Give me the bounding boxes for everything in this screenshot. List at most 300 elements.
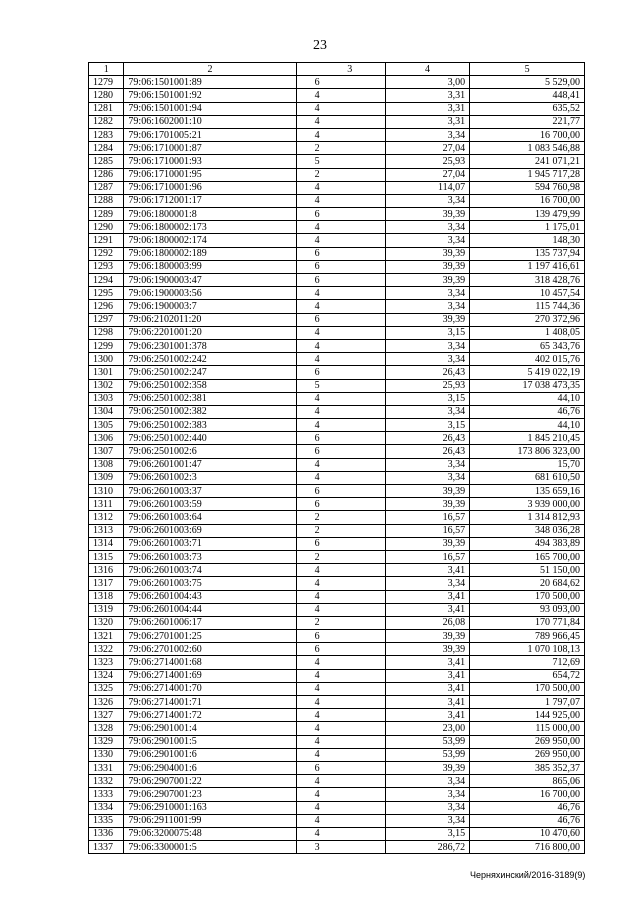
cadastral-value-cell: 165 700,00: [470, 550, 585, 563]
row-number-cell: 1293: [89, 260, 124, 273]
row-number-cell: 1294: [89, 274, 124, 287]
group-code-cell: 6: [296, 537, 385, 550]
row-number-cell: 1322: [89, 643, 124, 656]
specific-value-cell: 3,41: [385, 656, 469, 669]
group-code-cell: 4: [296, 419, 385, 432]
cadastral-value-cell: 635,52: [470, 102, 585, 115]
table-row: [89, 485, 585, 498]
table-row: [89, 709, 585, 722]
group-code-cell: 4: [296, 194, 385, 207]
specific-value-cell: 39,39: [385, 537, 469, 550]
specific-value-cell: 16,57: [385, 524, 469, 537]
row-number-cell: 1286: [89, 168, 124, 181]
header-col-4: 4: [385, 63, 469, 76]
cadastral-value-cell: 1 197 416,61: [470, 260, 585, 273]
cadastral-number-cell: 79:06:1501001:89: [124, 76, 296, 89]
cadastral-number-cell: 79:06:1800003:99: [124, 260, 296, 273]
group-code-cell: 4: [296, 392, 385, 405]
row-number-cell: 1299: [89, 339, 124, 352]
cadastral-number-cell: 79:06:2102011:20: [124, 313, 296, 326]
cadastral-value-cell: 385 352,37: [470, 761, 585, 774]
cadastral-value-cell: 1 175,01: [470, 221, 585, 234]
specific-value-cell: 114,07: [385, 181, 469, 194]
specific-value-cell: 3,34: [385, 788, 469, 801]
cadastral-value-cell: 318 428,76: [470, 274, 585, 287]
specific-value-cell: 3,34: [385, 471, 469, 484]
cadastral-number-cell: 79:06:2601003:71: [124, 537, 296, 550]
cadastral-number-cell: 79:06:2907001:22: [124, 775, 296, 788]
table-row: [89, 379, 585, 392]
specific-value-cell: 3,31: [385, 89, 469, 102]
group-code-cell: 6: [296, 366, 385, 379]
table-row: [89, 564, 585, 577]
row-number-cell: 1303: [89, 392, 124, 405]
cadastral-value-cell: 20 684,62: [470, 577, 585, 590]
cadastral-number-cell: 79:06:2701002:60: [124, 643, 296, 656]
cadastral-value-table: [88, 62, 585, 854]
cadastral-number-cell: 79:06:2601003:64: [124, 511, 296, 524]
row-number-cell: 1290: [89, 221, 124, 234]
row-number-cell: 1284: [89, 142, 124, 155]
cadastral-value-cell: 1 083 546,88: [470, 142, 585, 155]
group-code-cell: 2: [296, 550, 385, 563]
row-number-cell: 1281: [89, 102, 124, 115]
specific-value-cell: 39,39: [385, 313, 469, 326]
specific-value-cell: 3,34: [385, 814, 469, 827]
specific-value-cell: 39,39: [385, 761, 469, 774]
row-number-cell: 1327: [89, 709, 124, 722]
cadastral-value-cell: 173 806 323,00: [470, 445, 585, 458]
row-number-cell: 1306: [89, 432, 124, 445]
cadastral-number-cell: 79:06:2501002:383: [124, 419, 296, 432]
row-number-cell: 1289: [89, 208, 124, 221]
specific-value-cell: 3,34: [385, 775, 469, 788]
cadastral-number-cell: 79:06:2501002:358: [124, 379, 296, 392]
table-row: [89, 194, 585, 207]
table-row: [89, 590, 585, 603]
header-col-5: 5: [470, 63, 585, 76]
cadastral-value-cell: 16 700,00: [470, 788, 585, 801]
group-code-cell: 4: [296, 788, 385, 801]
group-code-cell: 4: [296, 722, 385, 735]
specific-value-cell: 3,34: [385, 339, 469, 352]
specific-value-cell: 3,00: [385, 76, 469, 89]
specific-value-cell: 3,34: [385, 128, 469, 141]
group-code-cell: 6: [296, 313, 385, 326]
table-row: [89, 234, 585, 247]
cadastral-number-cell: 79:06:2601002:3: [124, 471, 296, 484]
cadastral-value-cell: 115 000,00: [470, 722, 585, 735]
cadastral-number-cell: 79:06:2714001:70: [124, 682, 296, 695]
table-row: [89, 682, 585, 695]
specific-value-cell: 27,04: [385, 142, 469, 155]
group-code-cell: 4: [296, 128, 385, 141]
cadastral-number-cell: 79:06:3200075:48: [124, 827, 296, 840]
cadastral-number-cell: 79:06:2714001:72: [124, 709, 296, 722]
row-number-cell: 1310: [89, 485, 124, 498]
specific-value-cell: 3,41: [385, 709, 469, 722]
specific-value-cell: 39,39: [385, 498, 469, 511]
cadastral-value-cell: 716 800,00: [470, 841, 585, 854]
row-number-cell: 1288: [89, 194, 124, 207]
row-number-cell: 1330: [89, 748, 124, 761]
specific-value-cell: 3,34: [385, 801, 469, 814]
table-row: [89, 735, 585, 748]
row-number-cell: 1292: [89, 247, 124, 260]
group-code-cell: 4: [296, 709, 385, 722]
table-row: [89, 221, 585, 234]
group-code-cell: 6: [296, 274, 385, 287]
specific-value-cell: 3,34: [385, 300, 469, 313]
row-number-cell: 1282: [89, 115, 124, 128]
table-row: [89, 827, 585, 840]
cadastral-number-cell: 79:06:1800001:8: [124, 208, 296, 221]
cadastral-number-cell: 79:06:2907001:23: [124, 788, 296, 801]
group-code-cell: 4: [296, 827, 385, 840]
cadastral-number-cell: 79:06:2601003:74: [124, 564, 296, 577]
group-code-cell: 5: [296, 155, 385, 168]
table-row: [89, 287, 585, 300]
row-number-cell: 1298: [89, 326, 124, 339]
cadastral-number-cell: 79:06:2501002:440: [124, 432, 296, 445]
group-code-cell: 4: [296, 221, 385, 234]
specific-value-cell: 53,99: [385, 735, 469, 748]
cadastral-value-cell: 402 015,76: [470, 353, 585, 366]
group-code-cell: 4: [296, 102, 385, 115]
table-row: [89, 128, 585, 141]
header-col-1: 1: [89, 63, 124, 76]
row-number-cell: 1316: [89, 564, 124, 577]
cadastral-number-cell: 79:06:2901001:4: [124, 722, 296, 735]
table-row: [89, 656, 585, 669]
cadastral-number-cell: 79:06:2501002:381: [124, 392, 296, 405]
cadastral-number-cell: 79:06:1501001:94: [124, 102, 296, 115]
cadastral-number-cell: 79:06:2601006:17: [124, 616, 296, 629]
group-code-cell: 4: [296, 287, 385, 300]
specific-value-cell: 25,93: [385, 155, 469, 168]
cadastral-number-cell: 79:06:1501001:92: [124, 89, 296, 102]
table-row: [89, 419, 585, 432]
cadastral-number-cell: 79:06:2601003:59: [124, 498, 296, 511]
cadastral-value-cell: 270 372,96: [470, 313, 585, 326]
cadastral-number-cell: 79:06:2601004:43: [124, 590, 296, 603]
specific-value-cell: 39,39: [385, 643, 469, 656]
table-row: [89, 616, 585, 629]
cadastral-number-cell: 79:06:2601003:37: [124, 485, 296, 498]
row-number-cell: 1309: [89, 471, 124, 484]
cadastral-value-cell: 269 950,00: [470, 748, 585, 761]
group-code-cell: 4: [296, 735, 385, 748]
specific-value-cell: 3,31: [385, 102, 469, 115]
row-number-cell: 1304: [89, 405, 124, 418]
cadastral-number-cell: 79:06:1800002:174: [124, 234, 296, 247]
table-row: [89, 76, 585, 89]
specific-value-cell: 3,34: [385, 458, 469, 471]
group-code-cell: 2: [296, 524, 385, 537]
specific-value-cell: 3,41: [385, 564, 469, 577]
table-row: [89, 274, 585, 287]
group-code-cell: 4: [296, 814, 385, 827]
cadastral-number-cell: 79:06:2601001:47: [124, 458, 296, 471]
specific-value-cell: 3,41: [385, 669, 469, 682]
specific-value-cell: 25,93: [385, 379, 469, 392]
cadastral-value-cell: 494 383,89: [470, 537, 585, 550]
row-number-cell: 1333: [89, 788, 124, 801]
group-code-cell: 4: [296, 564, 385, 577]
row-number-cell: 1337: [89, 841, 124, 854]
cadastral-number-cell: 79:06:1900003:56: [124, 287, 296, 300]
group-code-cell: 4: [296, 603, 385, 616]
row-number-cell: 1313: [89, 524, 124, 537]
group-code-cell: 4: [296, 115, 385, 128]
cadastral-number-cell: 79:06:1710001:87: [124, 142, 296, 155]
cadastral-number-cell: 79:06:1710001:95: [124, 168, 296, 181]
row-number-cell: 1336: [89, 827, 124, 840]
table-row: [89, 801, 585, 814]
row-number-cell: 1300: [89, 353, 124, 366]
table-header: [89, 63, 585, 76]
row-number-cell: 1312: [89, 511, 124, 524]
table-row: [89, 498, 585, 511]
cadastral-value-cell: 865,06: [470, 775, 585, 788]
cadastral-value-cell: 221,77: [470, 115, 585, 128]
specific-value-cell: 39,39: [385, 208, 469, 221]
cadastral-value-cell: 1 945 717,28: [470, 168, 585, 181]
row-number-cell: 1331: [89, 761, 124, 774]
cadastral-number-cell: 79:06:2601003:75: [124, 577, 296, 590]
group-code-cell: 5: [296, 379, 385, 392]
cadastral-value-cell: 148,30: [470, 234, 585, 247]
cadastral-number-cell: 79:06:3300001:5: [124, 841, 296, 854]
table-row: [89, 748, 585, 761]
header-col-2: 2: [124, 63, 296, 76]
specific-value-cell: 3,41: [385, 603, 469, 616]
specific-value-cell: 3,15: [385, 419, 469, 432]
specific-value-cell: 53,99: [385, 748, 469, 761]
group-code-cell: 4: [296, 669, 385, 682]
table-row: [89, 550, 585, 563]
group-code-cell: 6: [296, 76, 385, 89]
cadastral-value-cell: 93 093,00: [470, 603, 585, 616]
cadastral-number-cell: 79:06:2714001:68: [124, 656, 296, 669]
cadastral-value-cell: 65 343,76: [470, 339, 585, 352]
specific-value-cell: 3,41: [385, 696, 469, 709]
table-row: [89, 326, 585, 339]
specific-value-cell: 3,34: [385, 405, 469, 418]
cadastral-value-cell: 681 610,50: [470, 471, 585, 484]
cadastral-value-cell: 15,70: [470, 458, 585, 471]
row-number-cell: 1287: [89, 181, 124, 194]
table-row: [89, 353, 585, 366]
specific-value-cell: 26,43: [385, 366, 469, 379]
group-code-cell: 4: [296, 234, 385, 247]
table-row: [89, 471, 585, 484]
cadastral-number-cell: 79:06:1900003:7: [124, 300, 296, 313]
cadastral-number-cell: 79:06:1712001:17: [124, 194, 296, 207]
cadastral-value-cell: 139 479,99: [470, 208, 585, 221]
specific-value-cell: 3,34: [385, 287, 469, 300]
specific-value-cell: 39,39: [385, 247, 469, 260]
cadastral-value-cell: 1 845 210,45: [470, 432, 585, 445]
row-number-cell: 1279: [89, 76, 124, 89]
table-row: [89, 669, 585, 682]
group-code-cell: 4: [296, 590, 385, 603]
cadastral-value-cell: 144 925,00: [470, 709, 585, 722]
cadastral-number-cell: 79:06:1602001:10: [124, 115, 296, 128]
specific-value-cell: 23,00: [385, 722, 469, 735]
cadastral-value-cell: 654,72: [470, 669, 585, 682]
specific-value-cell: 39,39: [385, 260, 469, 273]
group-code-cell: 6: [296, 485, 385, 498]
cadastral-number-cell: 79:06:1800002:173: [124, 221, 296, 234]
cadastral-number-cell: 79:06:2601003:73: [124, 550, 296, 563]
header-row: [89, 63, 585, 76]
cadastral-number-cell: 79:06:2501002:242: [124, 353, 296, 366]
cadastral-value-cell: 46,76: [470, 801, 585, 814]
row-number-cell: 1320: [89, 616, 124, 629]
cadastral-value-cell: 135 659,16: [470, 485, 585, 498]
cadastral-number-cell: 79:06:2501002:382: [124, 405, 296, 418]
table-row: [89, 524, 585, 537]
cadastral-value-cell: 3 939 000,00: [470, 498, 585, 511]
specific-value-cell: 3,34: [385, 194, 469, 207]
row-number-cell: 1311: [89, 498, 124, 511]
group-code-cell: 2: [296, 511, 385, 524]
row-number-cell: 1334: [89, 801, 124, 814]
specific-value-cell: 39,39: [385, 630, 469, 643]
table-row: [89, 102, 585, 115]
table-row: [89, 168, 585, 181]
table-row: [89, 392, 585, 405]
group-code-cell: 4: [296, 696, 385, 709]
cadastral-number-cell: 79:06:2601004:44: [124, 603, 296, 616]
header-col-3: 3: [296, 63, 385, 76]
specific-value-cell: 39,39: [385, 274, 469, 287]
cadastral-number-cell: 79:06:2714001:71: [124, 696, 296, 709]
cadastral-number-cell: 79:06:2601003:69: [124, 524, 296, 537]
row-number-cell: 1321: [89, 630, 124, 643]
group-code-cell: 6: [296, 445, 385, 458]
group-code-cell: 4: [296, 300, 385, 313]
cadastral-number-cell: 79:06:1900003:47: [124, 274, 296, 287]
table-row: [89, 814, 585, 827]
cadastral-number-cell: 79:06:2501002:247: [124, 366, 296, 379]
cadastral-value-cell: 44,10: [470, 392, 585, 405]
cadastral-value-cell: 712,69: [470, 656, 585, 669]
cadastral-value-cell: 594 760,98: [470, 181, 585, 194]
cadastral-value-cell: 348 036,28: [470, 524, 585, 537]
specific-value-cell: 26,43: [385, 445, 469, 458]
row-number-cell: 1329: [89, 735, 124, 748]
group-code-cell: 4: [296, 405, 385, 418]
table-row: [89, 788, 585, 801]
group-code-cell: 6: [296, 208, 385, 221]
table-row: [89, 537, 585, 550]
group-code-cell: 4: [296, 339, 385, 352]
row-number-cell: 1325: [89, 682, 124, 695]
cadastral-number-cell: 79:06:2301001:378: [124, 339, 296, 352]
specific-value-cell: 3,34: [385, 234, 469, 247]
group-code-cell: 2: [296, 142, 385, 155]
row-number-cell: 1332: [89, 775, 124, 788]
cadastral-number-cell: 79:06:2911001:99: [124, 814, 296, 827]
table-row: [89, 761, 585, 774]
specific-value-cell: 3,41: [385, 682, 469, 695]
group-code-cell: 3: [296, 841, 385, 854]
table-row: [89, 208, 585, 221]
cadastral-value-cell: 170 500,00: [470, 590, 585, 603]
specific-value-cell: 16,57: [385, 511, 469, 524]
table-row: [89, 643, 585, 656]
row-number-cell: 1319: [89, 603, 124, 616]
specific-value-cell: 3,15: [385, 326, 469, 339]
row-number-cell: 1283: [89, 128, 124, 141]
table-row: [89, 155, 585, 168]
row-number-cell: 1323: [89, 656, 124, 669]
group-code-cell: 4: [296, 748, 385, 761]
table-row: [89, 300, 585, 313]
row-number-cell: 1280: [89, 89, 124, 102]
table-row: [89, 89, 585, 102]
table-row: [89, 366, 585, 379]
cadastral-number-cell: 79:06:2901001:6: [124, 748, 296, 761]
table-row: [89, 339, 585, 352]
cadastral-value-cell: 269 950,00: [470, 735, 585, 748]
cadastral-value-cell: 448,41: [470, 89, 585, 102]
row-number-cell: 1324: [89, 669, 124, 682]
group-code-cell: 6: [296, 761, 385, 774]
specific-value-cell: 26,08: [385, 616, 469, 629]
group-code-cell: 6: [296, 630, 385, 643]
row-number-cell: 1307: [89, 445, 124, 458]
row-number-cell: 1326: [89, 696, 124, 709]
specific-value-cell: 3,31: [385, 115, 469, 128]
cadastral-value-cell: 5 419 022,19: [470, 366, 585, 379]
table-row: [89, 603, 585, 616]
group-code-cell: 6: [296, 432, 385, 445]
cadastral-value-cell: 241 071,21: [470, 155, 585, 168]
group-code-cell: 6: [296, 498, 385, 511]
group-code-cell: 4: [296, 682, 385, 695]
cadastral-value-cell: 16 700,00: [470, 128, 585, 141]
table-row: [89, 260, 585, 273]
cadastral-value-cell: 135 737,94: [470, 247, 585, 260]
table-row: [89, 696, 585, 709]
group-code-cell: 4: [296, 471, 385, 484]
row-number-cell: 1301: [89, 366, 124, 379]
cadastral-value-cell: 1 070 108,13: [470, 643, 585, 656]
specific-value-cell: 286,72: [385, 841, 469, 854]
table-row: [89, 722, 585, 735]
cadastral-value-cell: 44,10: [470, 419, 585, 432]
group-code-cell: 4: [296, 775, 385, 788]
cadastral-value-cell: 170 500,00: [470, 682, 585, 695]
group-code-cell: 2: [296, 168, 385, 181]
cadastral-value-cell: 115 744,36: [470, 300, 585, 313]
group-code-cell: 4: [296, 89, 385, 102]
row-number-cell: 1295: [89, 287, 124, 300]
group-code-cell: 4: [296, 656, 385, 669]
cadastral-value-cell: 10 457,54: [470, 287, 585, 300]
table-row: [89, 630, 585, 643]
group-code-cell: 6: [296, 260, 385, 273]
cadastral-number-cell: 79:06:1710001:93: [124, 155, 296, 168]
row-number-cell: 1335: [89, 814, 124, 827]
table-row: [89, 511, 585, 524]
row-number-cell: 1297: [89, 313, 124, 326]
group-code-cell: 4: [296, 577, 385, 590]
row-number-cell: 1317: [89, 577, 124, 590]
